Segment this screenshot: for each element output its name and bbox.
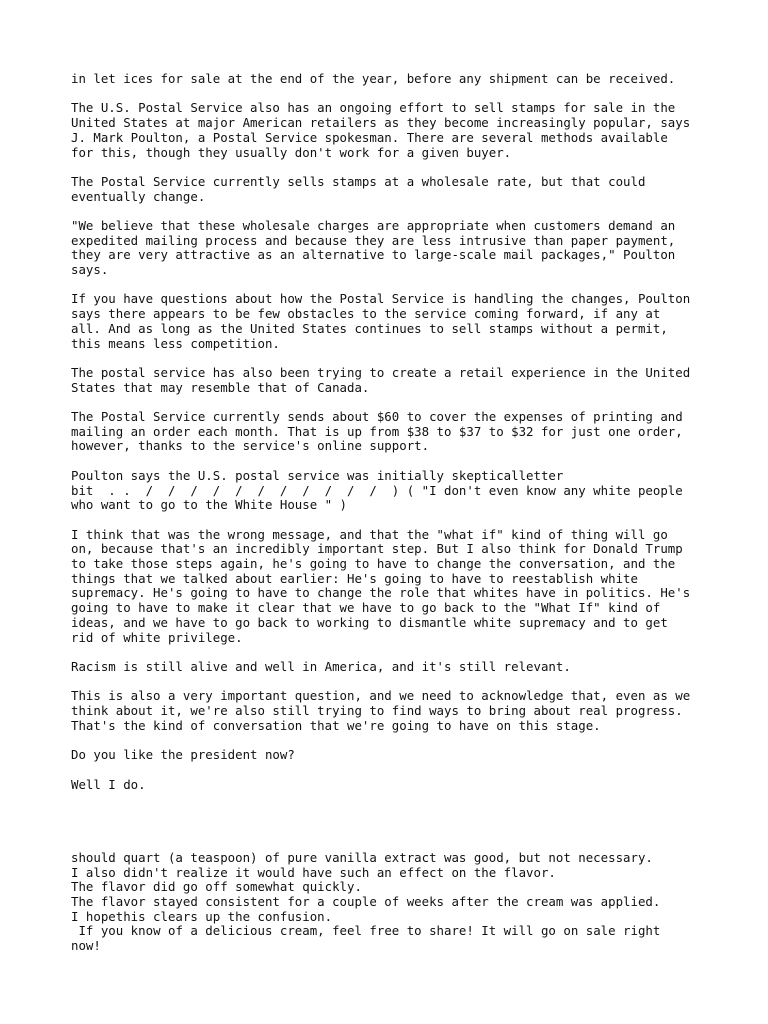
paragraph: This is also a very important question, and we need to acknowledge that, even as we think about it, we're also still trying to find ways to bring about real progress. That's the kind of conversation that we're going to have on this stage. [71, 688, 691, 733]
closing-line: The flavor stayed consistent for a couple of weeks after the cream was applied. [71, 894, 661, 910]
paragraph: The U.S. Postal Service also has an ongoing effort to sell stamps for sale in the United States at major American retailers as they become increasingly popular, says J. Mark Poulton, a Postal Service spokesman. There are several methods available for this, though they usually don't work for a given buyer. [71, 100, 691, 160]
paragraph: Racism is still alive and well in America, and it's still relevant. [71, 658, 571, 674]
closing-line: I also didn't realize it would have such an effect on the flavor. [71, 864, 556, 880]
paragraph: "We believe that these wholesale charges are appropriate when customers demand an expedited mailing process and because they are less intrusive than paper payment, they are very attractive as an alternative to large-scale mail packages," Poulton says. [71, 217, 676, 278]
paragraph: Well I do. [71, 776, 146, 792]
blank-gap [71, 807, 711, 851]
closing-section [71, 851, 711, 954]
closing-line: If you know of a delicious cream, feel free to share! It will go on sale right now! [71, 923, 661, 954]
paragraph: Poulton says the U.S. postal service was initially skepticalletter bit . . / / / / / / / / / / / ) ( "I don't even know any white people who want to go to the White House " ) [71, 467, 683, 513]
paragraph: The Postal Service currently sends about $60 to cover the expenses of printing and mailing an order each month. That is up from $38 to $37 to $32 for just one order, however, thanks to the service's online support. [71, 409, 683, 454]
closing-line: The flavor did go off somewhat quickly. [71, 879, 362, 895]
paragraph: in let ices for sale at the end of the year, before any shipment can be received. [71, 71, 676, 86]
paragraph: The Postal Service currently sells stamps at a wholesale rate, but that could eventually change. [71, 173, 646, 204]
paragraph: I think that was the wrong message, and that the "what if" kind of thing will go on, because that's an incredibly important step. But I also think for Donald Trump to take those steps again, he's going to have to change the conversation, and the things that we talked about earlier: He's going to have to reestablish white supremacy. He's going to have to change the role that whites have in politics. He's going to have to make it clear that we have to go back to the "What If" kind of ideas, and we have to go back to working to dismantle white supremacy and to get rid of white privilege. [71, 526, 691, 645]
closing-line: should quart (a teaspoon) of pure vanilla extract was good, but not necessary. [71, 849, 653, 865]
paragraph: The postal service has also been trying to create a retail experience in the United States that may resemble that of Canada. [71, 364, 691, 395]
paragraph: If you have questions about how the Postal Service is handling the changes, Poulton says there appears to be few obstacles to the service coming forward, if any at all. And as long as the United States continues to sell stamps without a permit, this means less competition. [71, 291, 691, 351]
document-body [71, 72, 711, 954]
paragraph: Do you like the president now? [71, 747, 295, 763]
closing-line: I hopethis clears up the confusion. [71, 908, 333, 924]
